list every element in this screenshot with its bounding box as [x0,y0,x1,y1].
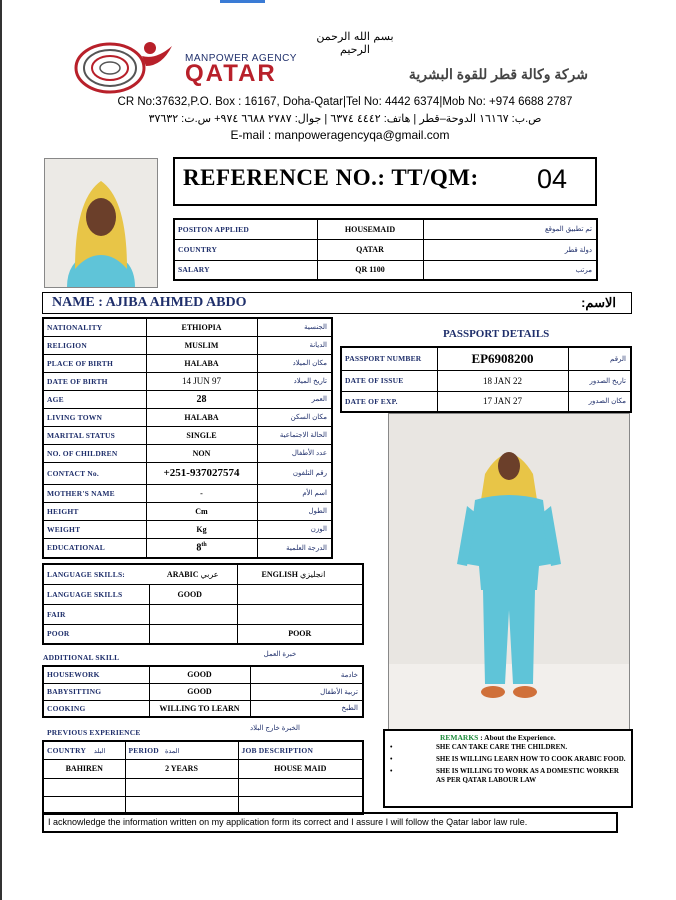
personal-label-ar: مكان السكن [257,408,332,426]
education-value: 8 [196,542,202,554]
skill-row [43,700,363,717]
agency-name-arabic: شركة وكالة قطر للقوة البشرية [408,66,588,82]
skill-row [43,666,363,683]
job-row [174,219,597,239]
personal-value: NON [146,444,257,462]
personal-label: NO. OF CHILDREN [43,444,146,462]
experience-title: PREVIOUS EXPERIENCE [47,728,141,737]
language-row-label: LANGUAGE SKILLS [43,584,149,604]
personal-label: PLACE OF BIRTH [43,354,146,372]
passport-table [340,346,632,413]
experience-col-period-ar: المدة [164,747,180,755]
skill-value: GOOD [149,683,250,700]
remarks-subtitle: : About the Experience. [480,733,556,742]
passport-label-ar: الرقم [568,347,631,370]
personal-label-ar: الوزن [257,520,332,538]
personal-table [42,317,333,559]
job-label-ar: دولة قطر [423,239,597,260]
bullet-icon: • [390,743,393,751]
language-arabic-value [149,624,237,644]
language-arabic-label-ar: عربي [200,569,219,579]
personal-row [43,462,332,484]
personal-label: RELIGION [43,336,146,354]
language-english-label-ar: انجليزي [299,569,326,579]
personal-label-ar: تاريخ الميلاد [257,372,332,390]
experience-job [238,778,363,796]
language-english-value: POOR [237,624,363,644]
personal-label-ar: الجنسية [257,318,332,336]
personal-value: +251-937027574 [146,462,257,484]
personal-label: NATIONALITY [43,318,146,336]
personal-label-ar: الدرجة العلمية [257,538,332,558]
remarks-item [390,743,626,752]
personal-value [146,538,257,558]
contact-line-en: CR No:37632,P.O. Box : 16167, Doha-Qatar|Tel No: 4442 6374|Mob No: +974 6688 2787 [117,96,573,108]
passport-value: 18 JAN 22 [437,370,568,391]
job-table [173,218,598,281]
experience-country [43,778,125,796]
experience-col-period: PERIOD [128,745,159,755]
applicant-name: NAME : AJIBA AHMED ABDO [52,295,247,310]
skill-value: GOOD [149,666,250,683]
personal-label: MARITAL STATUS [43,426,146,444]
job-label: POSITON APPLIED [174,219,317,239]
personal-label: LIVING TOWN [43,408,146,426]
reference-label: REFERENCE NO.: TT/QM: [183,165,479,190]
personal-label: WEIGHT [43,520,146,538]
personal-label: HEIGHT [43,502,146,520]
education-value-sup: th [201,542,207,549]
passport-label-ar: مكان الصدور [568,391,631,412]
personal-label-ar: العمر [257,390,332,408]
personal-row [43,484,332,502]
personal-row [43,372,332,390]
experience-row [43,759,363,778]
additional-skill-table [42,665,364,718]
skill-label-ar: تربية الأطفال [250,683,363,700]
language-english-value [237,584,363,604]
job-value: HOUSEMAID [317,219,423,239]
skill-label: COOKING [43,700,149,717]
personal-label-ar: عدد الأطفال [257,444,332,462]
skill-label-ar: خادمة [250,666,363,683]
remarks-heading [440,733,556,742]
personal-row [43,318,332,336]
applicant-full-body-photo [388,413,630,731]
personal-label-ar: رقم التلفون [257,462,332,484]
bullet-icon: • [390,767,393,775]
personal-value: ETHIOPIA [146,318,257,336]
personal-row [43,390,332,408]
passport-title: PASSPORT DETAILS [443,328,550,340]
passport-value: EP6908200 [437,347,568,370]
experience-period [125,778,238,796]
personal-label: AGE [43,390,146,408]
bismillah: بسم الله الرحمن الرحيم [316,30,394,56]
personal-label-ar: مكان الميلاد [257,354,332,372]
remarks-list [390,743,626,785]
job-label: SALARY [174,260,317,280]
additional-skill-title: ADDITIONAL SKILL [43,653,120,662]
personal-row [43,408,332,426]
personal-row [43,336,332,354]
personal-label-ar: الديانة [257,336,332,354]
personal-value: SINGLE [146,426,257,444]
experience-col-country: COUNTRY [47,745,86,755]
language-arabic-header [149,564,237,584]
personal-value: MUSLIM [146,336,257,354]
skill-label-ar: الطبخ [250,700,363,717]
acknowledgement-text: I acknowledge the information written on my application form its correct and I assure I will follow the Qatar labor law rule. [48,817,528,827]
experience-job-header: JOB DESCRIPTION [238,741,363,759]
name-label-ar: الاسم: [581,295,616,310]
personal-value: - [146,484,257,502]
remarks-title: REMARKS [440,733,479,742]
language-row-label: POOR [43,624,149,644]
experience-country: BAHIREN [43,759,125,778]
remarks-item [390,767,626,785]
additional-skill-title-ar: خبرة العمل [263,651,297,658]
remarks-item [390,755,626,764]
experience-period-header [125,741,238,759]
language-row [43,604,363,624]
skill-row [43,683,363,700]
skill-label: HOUSEWORK [43,666,149,683]
language-english-value [237,604,363,624]
language-arabic-label: ARABIC [166,569,199,579]
skill-value: WILLING TO LEARN [149,700,250,717]
language-english-header [237,564,363,584]
personal-value: Kg [146,520,257,538]
skill-label: BABYSITTING [43,683,149,700]
language-row [43,624,363,644]
language-row-label: FAIR [43,604,149,624]
language-table [42,563,364,645]
experience-title-ar: الخبرة خارج البلاد [250,725,300,732]
personal-row [43,426,332,444]
applicant-portrait-photo [44,158,158,288]
job-row [174,239,597,260]
personal-row [43,538,332,558]
personal-value: 28 [146,390,257,408]
remarks-item-text: SHE IS WILLING LEARN HOW TO COOK ARABIC FOOD. [436,755,626,763]
bullet-icon: • [390,755,393,763]
personal-row [43,520,332,538]
personal-value: Cm [146,502,257,520]
personal-label: DATE OF BIRTH [43,372,146,390]
job-label: COUNTRY [174,239,317,260]
top-mark [220,0,265,3]
experience-country-header [43,741,125,759]
passport-row [341,347,631,370]
experience-header-row [43,741,363,759]
page-left-border [0,0,2,900]
experience-job: HOUSE MAID [238,759,363,778]
passport-value: 17 JAN 27 [437,391,568,412]
job-row [174,260,597,280]
personal-row [43,502,332,520]
language-arabic-value: GOOD [149,584,237,604]
language-row [43,584,363,604]
personal-value: HALABA [146,408,257,426]
personal-label-ar: الطول [257,502,332,520]
personal-row [43,354,332,372]
experience-row [43,778,363,796]
contact-line-ar: ص.ب: ١٦١٦٧ الدوحة–قطر | هاتف: ٤٤٤٢ ٦٣٧٤ | جوال: ٢٧٨٧ ٦٦٨٨ ٩٧٤+ س.ت: ٣٧٦٣٢ [148,113,542,125]
experience-table [42,740,364,815]
personal-value: HALABA [146,354,257,372]
agency-name-small: MANPOWER AGENCY [185,53,297,64]
language-arabic-value [149,604,237,624]
reference-number: 04 [537,164,568,194]
job-value: QATAR [317,239,423,260]
job-label-ar: مرتب [423,260,597,280]
language-english-label: ENGLISH [261,569,298,579]
job-label-ar: تم تطبيق الموقع [423,219,597,239]
personal-label: MOTHER'S NAME [43,484,146,502]
experience-col-country-ar: البلد [93,747,106,755]
passport-label: DATE OF ISSUE [341,370,437,391]
personal-label: EDUCATIONAL [43,538,146,558]
remarks-item-text: SHE IS WILLING TO WORK AS A DOMESTIC WORKER AS PER QATAR LABOUR LAW [436,767,619,784]
experience-period: 2 YEARS [125,759,238,778]
remarks-item-text: SHE CAN TAKE CARE THE CHILDREN. [436,743,568,751]
language-header-label: LANGUAGE SKILLS: [43,564,149,584]
passport-row [341,391,631,412]
personal-row [43,444,332,462]
passport-row [341,370,631,391]
agency-logo [72,36,182,96]
email-line: E-mail : manpoweragencyqa@gmail.com [230,128,450,142]
personal-label: CONTACT No. [43,462,146,484]
agency-name-big: QATAR [185,60,277,87]
passport-label: PASSPORT NUMBER [341,347,437,370]
passport-label: DATE OF EXP. [341,391,437,412]
personal-label-ar: الحالة الاجتماعية [257,426,332,444]
passport-label-ar: تاريخ الصدور [568,370,631,391]
personal-value: 14 JUN 97 [146,372,257,390]
job-value: QR 1100 [317,260,423,280]
language-header-row [43,564,363,584]
personal-label-ar: اسم الأم [257,484,332,502]
